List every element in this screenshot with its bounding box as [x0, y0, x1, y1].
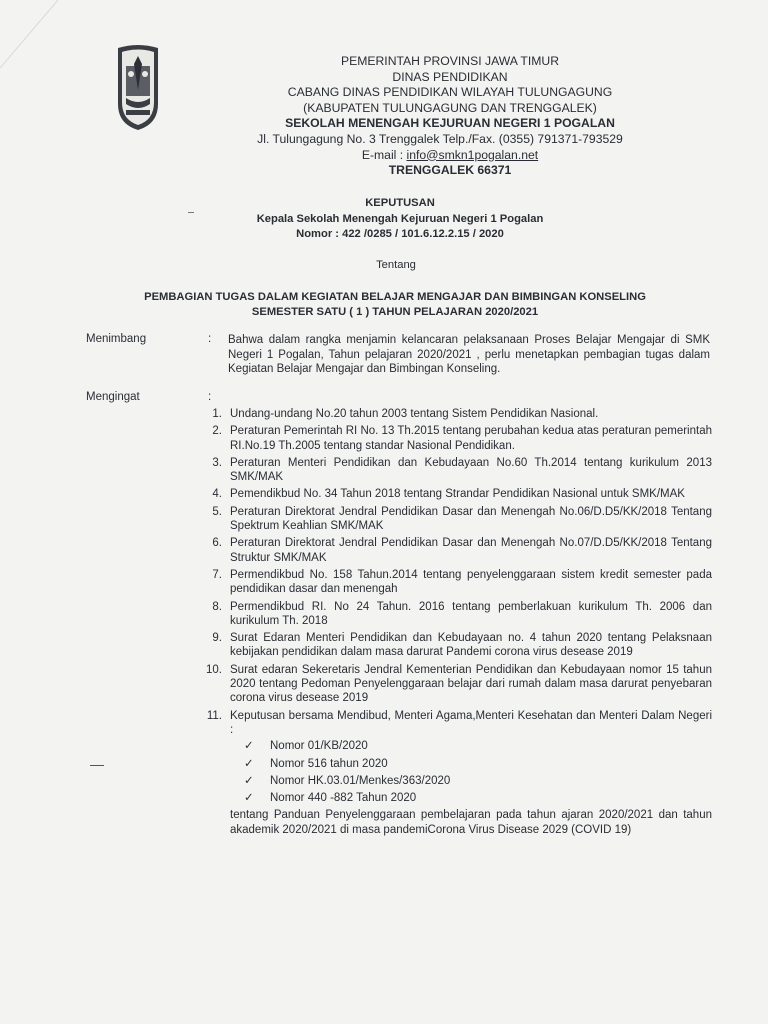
- decree-number-list: [230, 739, 712, 805]
- list-item-text: Peraturan Direktorat Jendral Pendidikan Dasar dan Menengah No.07/D.D5/KK/2018 Tentang Struktur SMK/MAK: [230, 537, 712, 564]
- list-item-number: 4.: [212, 488, 222, 501]
- letterhead-city: TRENGGALEK 66371: [388, 163, 512, 178]
- list-item: [200, 487, 712, 501]
- list-item-text: Peraturan Direktorat Jendral Pendidikan Dasar dan Menengah No.06/D.D5/KK/2018 Tentang Spektrum Keahlian SMK/MAK: [230, 505, 712, 533]
- list-item-number: 3.: [212, 456, 222, 469]
- list-item-text: Surat edaran Sekeretaris Jendral Kementerian Pendidikan dan Kebudayaan nomor 15 tahun 2020 tentang Pedoman Penyelenggaraan belajar dari rumah dalam masa darurat penyebaran corona virus desease 2019: [230, 663, 712, 705]
- list-item-number: 6.: [212, 537, 222, 550]
- list-item: [200, 536, 712, 565]
- list-item-text: Keputusan bersama Mendibud, Menteri Agama,Menteri Kesehatan dan Menteri Dalam Negeri :: [230, 709, 712, 736]
- letterhead-email: [190, 148, 710, 164]
- list-item-text: Peraturan Menteri Pendidikan dan Kebudayaan No.60 Th.2014 tentang kurikulum 2013 SMK/MAK: [230, 456, 712, 484]
- checkmark-icon: ✓: [244, 740, 254, 753]
- decree-number-text: Nomor 440 -882 Tahun 2020: [270, 792, 417, 805]
- list-item: [200, 663, 712, 706]
- decree-subject-line2: SEMESTER SATU ( 1 ) TAHUN PELAJARAN 2020/2021: [251, 306, 539, 318]
- mengingat-colon: :: [208, 391, 212, 403]
- decree-heading: [200, 196, 600, 243]
- list-item: [200, 631, 712, 660]
- list-item-number: 2.: [212, 425, 222, 438]
- list-item-text: Permendikbud No. 158 Tahun.2014 tentang penyelenggaraan sistem kredit semester pada pendidikan dasar dan menengah: [230, 568, 712, 596]
- list-item-text: Pemendikbud No. 34 Tahun 2018 tentang Strandar Pendidikan Nasional untuk SMK/MAK: [230, 488, 685, 501]
- checkmark-icon: ✓: [244, 792, 254, 805]
- mengingat-list: [200, 407, 712, 840]
- decree-number-item: [244, 774, 712, 788]
- list-item: [200, 424, 712, 453]
- checkmark-icon: ✓: [244, 757, 254, 770]
- list-item: [200, 505, 712, 534]
- list-item: [200, 568, 712, 597]
- email-label: E-mail :: [361, 147, 407, 162]
- scan-mark: [0, 0, 60, 70]
- decree-number: Nomor : 422 /0285 / 101.6.12.2.15 / 2020: [296, 228, 504, 240]
- decree-number-item: [244, 791, 712, 805]
- provincial-emblem-icon: [116, 44, 160, 132]
- list-item-text: Peraturan Pemerintah RI No. 13 Th.2015 tentang perubahan kedua atas peraturan pemerintah RI.No.19 Th.2005 tentang standar Nasional Pendidikan.: [230, 425, 712, 452]
- list-item: [200, 600, 712, 629]
- decree-number-item: [244, 757, 712, 771]
- list-item: [200, 407, 712, 421]
- list-item: [200, 456, 712, 485]
- list-item-number: 8.: [212, 600, 222, 613]
- letterhead-regency: (KABUPATEN TULUNGAGUNG DAN TRENGGALEK): [303, 100, 597, 115]
- checkmark-icon: ✓: [244, 774, 254, 787]
- decree-number-text: Nomor 516 tahun 2020: [270, 757, 388, 770]
- menimbang-colon: :: [208, 333, 212, 345]
- list-item-number: 10.: [206, 663, 222, 676]
- margin-dash: [90, 765, 104, 766]
- list-item-number: 7.: [212, 568, 222, 581]
- decree-note: tentang Panduan Penyelenggaraan pembelajaran pada tahun ajaran 2020/2021 dan tahun akademik 2020/2021 di masa pandemiCorona Virus Disease 2029 (COVID 19): [230, 809, 712, 836]
- list-item-number: 1.: [212, 408, 222, 420]
- decree-title: KEPUTUSAN: [365, 197, 435, 209]
- decree-number-text: Nomor HK.03.01/Menkes/363/2020: [270, 774, 451, 787]
- menimbang-label: Menimbang: [86, 333, 147, 345]
- letterhead-branch: CABANG DINAS PENDIDIKAN WILAYAH TULUNGAGUNG: [287, 85, 613, 100]
- decree-subject: [90, 290, 700, 320]
- decree-subject-line1: PEMBAGIAN TUGAS DALAM KEGIATAN BELAJAR MENGAJAR DAN BIMBINGAN KONSELING: [144, 291, 646, 303]
- letterhead-address: Jl. Tulungagung No. 3 Trenggalek Telp./Fax. (0355) 791371-793529: [257, 131, 623, 146]
- decree-number-text: Nomor 01/KB/2020: [270, 740, 368, 753]
- letterhead: [190, 54, 710, 179]
- list-item-text: Undang-undang No.20 tahun 2003 tentang Sistem Pendidikan Nasional.: [230, 408, 599, 420]
- letterhead-government: PEMERINTAH PROVINSI JAWA TIMUR: [340, 54, 560, 68]
- list-item-text: Permendikbud RI. No 24 Tahun. 2016 tentang pemberlakuan kurikulum Th. 2006 dan kurikulum Th. 2018: [230, 600, 712, 627]
- mengingat-label: Mengingat: [86, 391, 140, 403]
- letterhead-agency: DINAS PENDIDIKAN: [392, 69, 508, 84]
- decree-tentang: Tentang: [376, 259, 416, 271]
- email-link[interactable]: info@smkn1pogalan.net: [406, 147, 539, 162]
- list-item-number: 5.: [212, 505, 222, 518]
- list-item-number: 9.: [212, 632, 222, 645]
- menimbang-text: Bahwa dalam rangka menjamin kelancaran pelaksanaan Proses Belajar Mengajar di SMK Negeri 1 Pogalan, Tahun pelajaran 2020/2021 , perlu menetapkan pembagian tugas dalam Kegiatan Belajar Mengajar dan Bimbingan Konseling.: [228, 334, 710, 376]
- list-item: [200, 709, 712, 837]
- list-item-number: 11.: [206, 709, 222, 722]
- scan-speck: [188, 212, 194, 213]
- decree-issuer: Kepala Sekolah Menengah Kejuruan Negeri 1 Pogalan: [256, 212, 544, 225]
- letterhead-school-name: SEKOLAH MENENGAH KEJURUAN NEGERI 1 POGALAN: [285, 116, 615, 131]
- decree-number-item: [244, 739, 712, 753]
- list-item-text: Surat Edaran Menteri Pendidikan dan Kebudayaan no. 4 tahun 2020 tentang Pelaksnaan kebijakan pendidikan dalam masa darurat Pandemi corona virus desease 2019: [230, 632, 712, 659]
